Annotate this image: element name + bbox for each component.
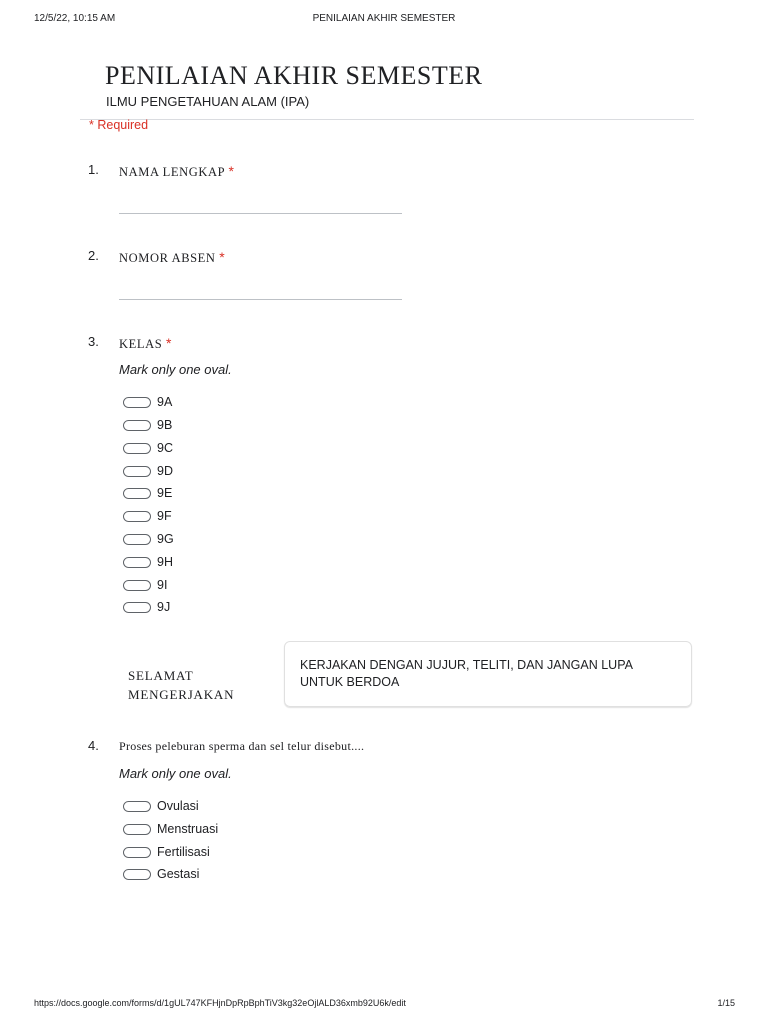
radio-option-9a[interactable]	[123, 393, 172, 411]
form-title: PENILAIAN AKHIR SEMESTER	[105, 61, 483, 90]
radio-option-9i[interactable]	[123, 576, 167, 594]
radio-option-9d[interactable]	[123, 462, 173, 480]
radio-option-gestasi[interactable]	[123, 865, 199, 883]
radio-oval-icon[interactable]	[123, 847, 151, 858]
radio-option-9e[interactable]	[123, 484, 172, 502]
question-hint: Mark only one oval.	[119, 362, 232, 377]
print-doc-title: PENILAIAN AKHIR SEMESTER	[312, 13, 456, 24]
section-description: KERJAKAN DENGAN JUJUR, TELITI, DAN JANGAN LUPA UNTUK BERDOA	[300, 658, 633, 689]
radio-oval-icon[interactable]	[123, 824, 151, 835]
radio-option-fertilisasi[interactable]	[123, 843, 210, 861]
radio-oval-icon[interactable]	[123, 511, 151, 522]
radio-option-9g[interactable]	[123, 530, 174, 548]
option-label: 9E	[157, 486, 173, 500]
option-label: 9A	[157, 395, 173, 409]
option-label: Gestasi	[157, 867, 200, 881]
radio-option-9c[interactable]	[123, 439, 173, 457]
required-asterisk: *	[228, 163, 235, 179]
section-title-line: SELAMAT	[128, 668, 194, 683]
question-text: NAMA LENGKAP	[119, 165, 225, 179]
required-asterisk: *	[219, 249, 226, 265]
radio-oval-icon[interactable]	[123, 602, 151, 613]
radio-oval-icon[interactable]	[123, 420, 151, 431]
question-label-kelas	[119, 335, 172, 352]
question-text: KELAS	[119, 337, 163, 351]
radio-oval-icon[interactable]	[123, 869, 151, 880]
radio-option-9f[interactable]	[123, 507, 172, 525]
radio-option-menstruasi[interactable]	[123, 820, 218, 838]
option-label: 9G	[157, 532, 174, 546]
section-title-line: MENGERJAKAN	[128, 687, 235, 702]
radio-option-ovulasi[interactable]	[123, 797, 199, 815]
print-url: https://docs.google.com/forms/d/1gUL747KFHjnDpRpBphTiV3kg32eOjlALD36xmb92U6k/edit	[34, 998, 406, 1008]
option-label: Menstruasi	[157, 822, 219, 836]
nomor-absen-input[interactable]	[119, 299, 402, 300]
option-label: 9J	[157, 600, 171, 614]
question-number: 4.	[88, 738, 99, 753]
radio-oval-icon[interactable]	[123, 557, 151, 568]
print-page-number: 1/15	[717, 998, 735, 1008]
form-description: ILMU PENGETAHUAN ALAM (IPA)	[106, 94, 310, 109]
question-number: 3.	[88, 334, 99, 349]
option-label: Ovulasi	[157, 799, 199, 813]
option-label: 9D	[157, 464, 173, 478]
title-divider	[80, 119, 694, 120]
question-hint: Mark only one oval.	[119, 766, 232, 781]
radio-oval-icon[interactable]	[123, 466, 151, 477]
radio-oval-icon[interactable]	[123, 534, 151, 545]
radio-oval-icon[interactable]	[123, 801, 151, 812]
required-note: * Required	[89, 118, 149, 132]
question-label-nama-lengkap	[119, 163, 235, 180]
radio-oval-icon[interactable]	[123, 488, 151, 499]
print-datetime: 12/5/22, 10:15 AM	[34, 13, 116, 24]
radio-option-9b[interactable]	[123, 416, 172, 434]
question-text: NOMOR ABSEN	[119, 251, 216, 265]
option-label: 9H	[157, 555, 173, 569]
radio-oval-icon[interactable]	[123, 397, 151, 408]
question-number: 1.	[88, 162, 99, 177]
radio-oval-icon[interactable]	[123, 443, 151, 454]
option-label: 9F	[157, 509, 172, 523]
question-label-nomor-absen	[119, 249, 225, 266]
question-label-proses-peleburan: Proses peleburan sperma dan sel telur disebut....	[119, 739, 365, 753]
option-label: 9C	[157, 441, 173, 455]
section-title	[128, 666, 268, 704]
nama-lengkap-input[interactable]	[119, 213, 402, 214]
question-number: 2.	[88, 248, 99, 263]
option-label: 9I	[157, 578, 168, 592]
required-asterisk: *	[166, 335, 173, 351]
radio-oval-icon[interactable]	[123, 580, 151, 591]
option-label: Fertilisasi	[157, 845, 210, 859]
radio-option-9j[interactable]	[123, 598, 170, 616]
option-label: 9B	[157, 418, 173, 432]
radio-option-9h[interactable]	[123, 553, 173, 571]
